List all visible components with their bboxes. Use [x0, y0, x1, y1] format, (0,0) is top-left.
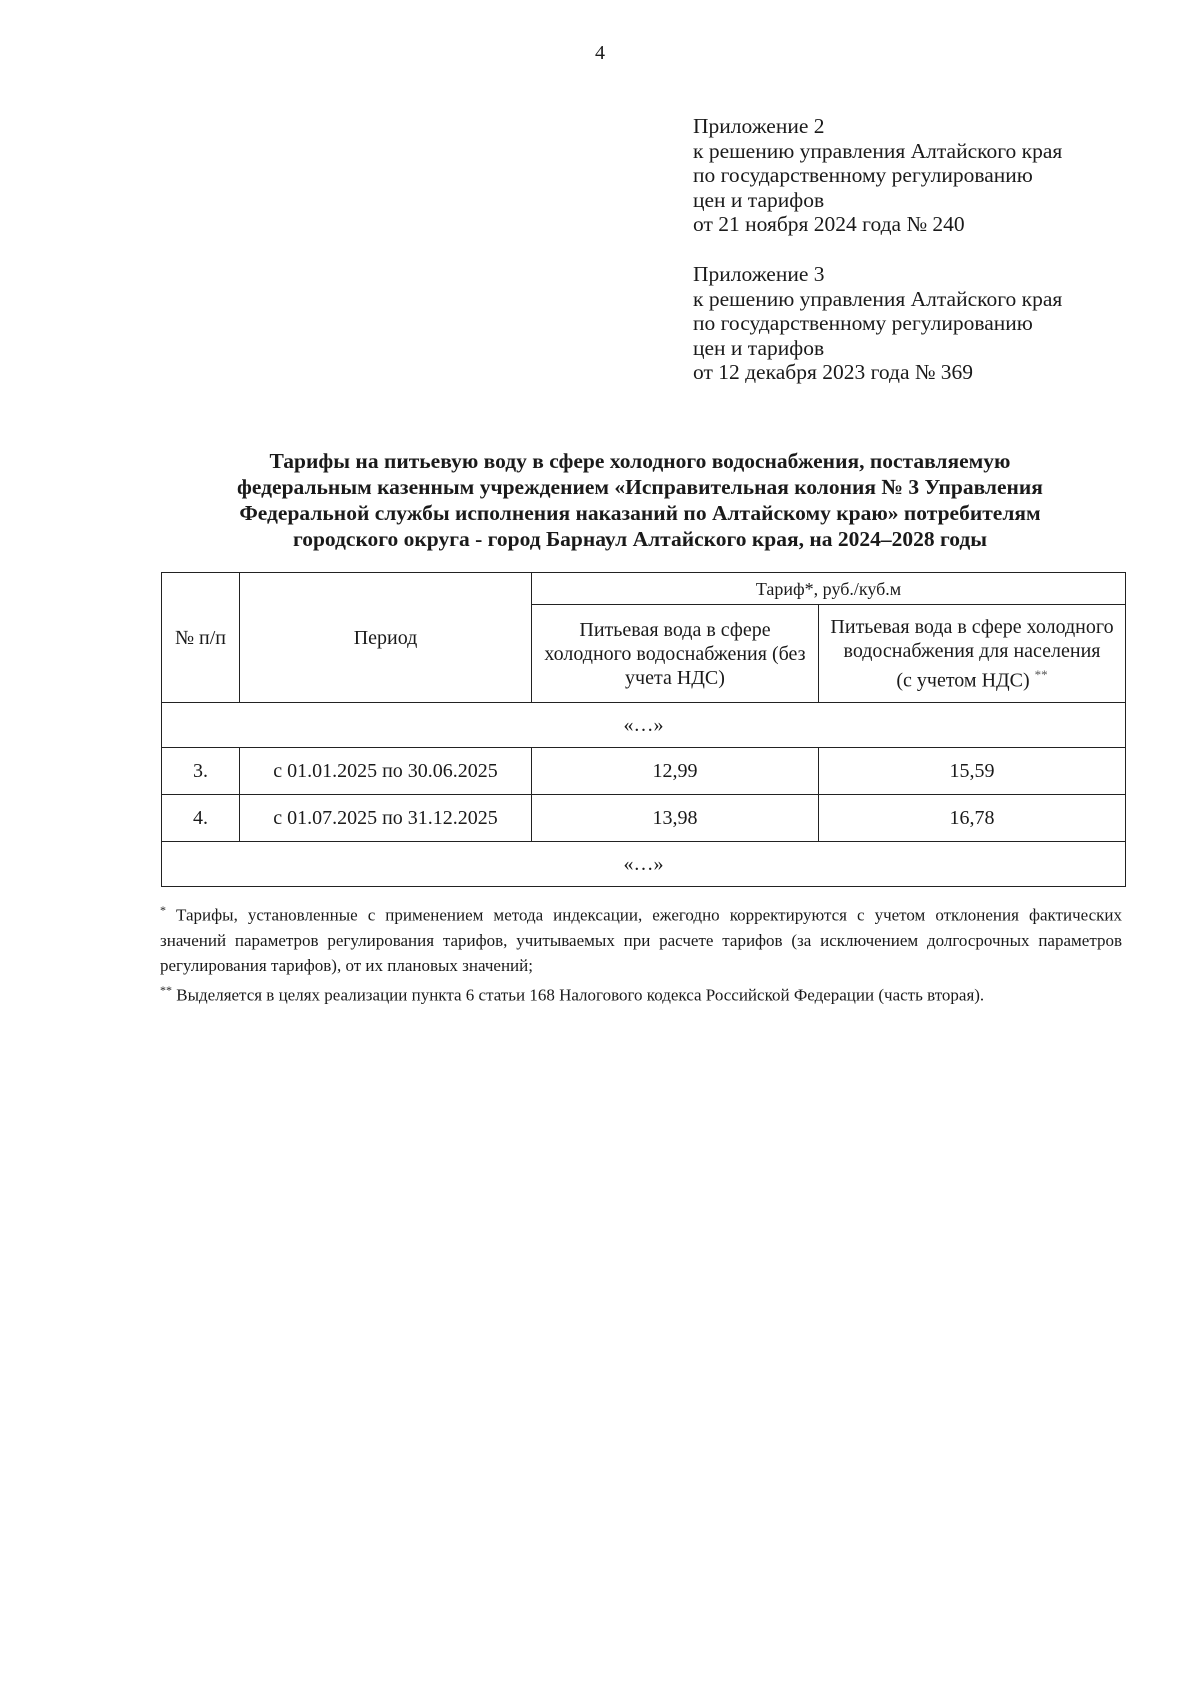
footnote-2-mark: **: [160, 982, 172, 997]
appendix-2-line: к решению управления Алтайского края: [693, 138, 1063, 163]
footnote-2-text: Выделяется в целях реализации пункта 6 статьи 168 Налогового кодекса Российской Федерации (часть вторая).: [176, 985, 985, 1005]
appendix-2-line: Приложение 2: [693, 114, 825, 138]
title-line: федеральным казенным учреждением «Исправительная колония № 3 Управления: [237, 475, 1043, 499]
footnote-1-mark: *: [160, 903, 166, 917]
row-tariff-no-vat: 12,99: [532, 748, 819, 795]
header-tariff-population-vat: (с учетом НДС): [896, 669, 1030, 692]
row-period: с 01.01.2025 по 30.06.2025: [240, 748, 532, 795]
ellipsis-row: «…»: [162, 842, 1126, 887]
row-tariff-with-vat: 15,59: [819, 748, 1126, 795]
footnote-1: [160, 898, 1122, 978]
footnote-1-text: Тарифы, установленные с применением метода индексации, ежегодно корректируются с учетом отклонения фактических значений параметров регулирования тарифов, учитываемых при расчете тарифов (за исключением долгосрочных параметров регулирования тарифов), от их плановых значений;: [160, 905, 1122, 975]
footnote-mark: **: [1034, 666, 1048, 682]
row-tariff-with-vat: 16,78: [819, 795, 1126, 842]
table-row: [162, 795, 1126, 842]
row-number: 3.: [162, 748, 240, 795]
title-line: Федеральной службы исполнения наказаний по Алтайскому краю» потребителям: [239, 501, 1041, 525]
table-row: [162, 748, 1126, 795]
footnote-2: [160, 978, 1122, 1008]
header-period: Период: [240, 573, 532, 703]
row-tariff-no-vat: 13,98: [532, 795, 819, 842]
title-line: городского округа - город Барнаул Алтайского края, на 2024–2028 годы: [292, 527, 988, 551]
appendix-2-header: [693, 114, 1062, 237]
appendix-2-line: от 21 ноября 2024 года № 240: [693, 212, 965, 236]
page-number: 4: [595, 42, 605, 64]
header-tariff-group: Тариф*, руб./куб.м: [532, 573, 1126, 605]
appendix-3-line: цен и тарифов: [693, 335, 825, 360]
title-line: Тарифы на питьевую воду в сфере холодного водоснабжения, поставляемую: [269, 449, 1011, 473]
row-period: с 01.07.2025 по 31.12.2025: [240, 795, 532, 842]
header-tariff-no-vat: Питьевая вода в сфере холодного водоснабжения (без учета НДС): [532, 605, 819, 703]
document-title: [160, 448, 1120, 552]
footnotes: [160, 898, 1122, 1007]
row-number: 4.: [162, 795, 240, 842]
appendix-3-line: Приложение 3: [693, 262, 825, 286]
ellipsis-row: «…»: [162, 703, 1126, 748]
appendix-3-header: [693, 262, 1062, 385]
appendix-3-line: по государственному регулированию: [693, 311, 1033, 335]
appendix-3-line: от 12 декабря 2023 года № 369: [693, 360, 973, 384]
header-tariff-population: [819, 605, 1126, 703]
appendix-2-line: цен и тарифов: [693, 187, 825, 212]
appendix-3-line: к решению управления Алтайского края: [693, 286, 1063, 311]
tariff-table: [161, 572, 1126, 887]
appendix-2-line: по государственному регулированию: [693, 163, 1033, 187]
header-tariff-population-text: Питьевая вода в сфере холодного водоснабжения для населения: [830, 615, 1114, 662]
header-number: № п/п: [162, 573, 240, 703]
